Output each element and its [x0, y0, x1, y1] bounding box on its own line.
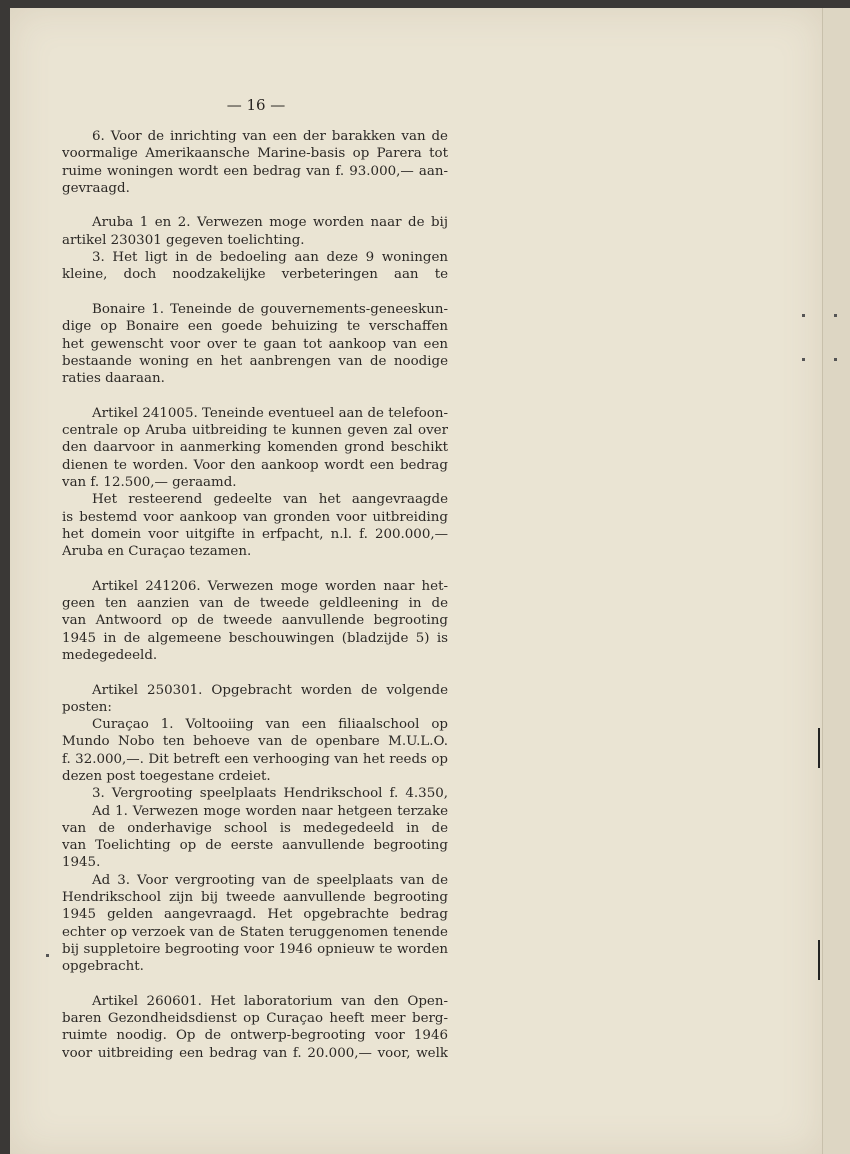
- text-line: geen ten aanzien van de tweede geldleening in de: [62, 596, 448, 612]
- text-line: medegedeeld.: [62, 647, 158, 663]
- next-page-edge: [822, 8, 850, 1154]
- text-line: Artikel 241206. Verwezen moge worden naar het-: [92, 578, 448, 594]
- text-line: Hendrikschool zijn bij tweede aanvullende begrooting: [62, 890, 448, 906]
- text-line: bestaande woning en het aanbrengen van de noodige: [62, 353, 448, 369]
- text-line: Artikel 260601. Het laboratorium van den Open-: [92, 993, 448, 1009]
- margin-mark: [818, 728, 820, 768]
- scan-speck: [802, 358, 805, 361]
- paragraph-artikel-250301: [62, 682, 448, 976]
- text-line: 3. Het ligt in de bedoeling aan deze 9 woningen: [92, 250, 448, 266]
- scan-speck: [834, 358, 837, 361]
- text-line: raties daaraan.: [62, 371, 165, 387]
- paragraph-aruba: [62, 214, 448, 283]
- text-line: dienen te worden. Voor den aankoop wordt een bedrag: [62, 457, 448, 473]
- text-line: bij suppletoire begrooting voor 1946 opnieuw te worden: [62, 941, 448, 957]
- text-line: f. 32.000,—. Dit betreft een verhooging van het reeds op: [62, 751, 448, 767]
- text-line: is bestemd voor aankoop van gronden voor uitbreiding: [62, 509, 448, 525]
- text-line: kleine, doch noodzakelijke verbeteringen aan te: [62, 267, 448, 283]
- text-line: posten:: [62, 699, 112, 715]
- text-line: 6. Voor de inrichting van een der barakken van de: [92, 129, 448, 144]
- text-line: voormalige Amerikaansche Marine-basis op Parera tot: [62, 146, 448, 162]
- text-line: Curaçao 1. Voltooiing van een filiaalschool op: [92, 717, 448, 733]
- scan-speck: [834, 314, 837, 317]
- text-line: 1945.: [62, 855, 101, 871]
- text-line: Bonaire 1. Teneinde de gouvernements-geneeskun-: [92, 301, 448, 317]
- text-line: 1945 gelden aangevraagd. Het opgebrachte bedrag: [62, 907, 448, 923]
- text-line: het gewenscht voor over te gaan tot aankoop van een: [62, 336, 448, 352]
- scan-speck: [802, 314, 805, 317]
- text-line: opgebracht.: [62, 959, 144, 975]
- paragraph-artikel-241206: [62, 578, 448, 664]
- text-line: van de onderhavige school is medegedeeld in de: [62, 820, 448, 836]
- body-text: [62, 128, 448, 1079]
- scan-speck: [46, 954, 49, 957]
- text-line: Aruba en Curaçao tezamen.: [62, 544, 252, 560]
- paragraph-bonaire: [62, 301, 448, 387]
- text-line: Artikel 241005. Teneinde eventueel aan de telefoon-: [92, 405, 448, 421]
- text-line: van Toelichting op de eerste aanvullende begrooting: [62, 838, 448, 854]
- text-line: ruime woningen wordt een bedrag van f. 93.000,— aan-: [62, 163, 448, 179]
- text-line: echter op verzoek van de Staten teruggenomen tenende: [62, 924, 448, 940]
- text-line: het domein voor uitgifte in erfpacht, n.l. f. 200.000,—: [62, 526, 448, 542]
- text-line: artikel 230301 gegeven toelichting.: [62, 232, 305, 248]
- text-line: Artikel 250301. Opgebracht worden de volgende: [92, 682, 448, 698]
- text-line: van f. 12.500,— geraamd.: [62, 474, 237, 490]
- paragraph-parera: [62, 128, 448, 197]
- text-line: baren Gezondheidsdienst op Curaçao heeft meer berg-: [62, 1011, 448, 1027]
- text-line: dige op Bonaire een goede behuizing te verschaffen: [62, 319, 448, 335]
- text-line: Het resteerend gedeelte van het aangevraagde: [92, 492, 448, 508]
- text-line: 1945 in de algemeene beschouwingen (bladzijde 5) is: [62, 630, 448, 646]
- text-line: den daarvoor in aanmerking komenden grond beschikt: [62, 440, 448, 456]
- text-line: voor uitbreiding een bedrag van f. 20.000,— voor, welk: [62, 1045, 448, 1061]
- text-line: centrale op Aruba uitbreiding te kunnen geven zal over: [62, 423, 448, 439]
- text-line: Ad 3. Voor vergrooting van de speelplaats van de: [92, 872, 448, 888]
- text-line: Ad 1. Verwezen moge worden naar hetgeen terzake: [92, 803, 448, 819]
- text-line: dezen post toegestane crdeiet.: [62, 768, 271, 784]
- text-line: ruimte noodig. Op de ontwerp-begrooting voor 1946: [62, 1028, 448, 1044]
- page-number: — 16 —: [226, 96, 286, 114]
- text-line: Aruba 1 en 2. Verwezen moge worden naar de bij: [92, 215, 448, 231]
- paragraph-artikel-260601: [62, 993, 448, 1062]
- text-line: van Antwoord op de tweede aanvullende begrooting: [62, 613, 448, 629]
- text-line: 3. Vergrooting speelplaats Hendrikschool f. 4.350,: [92, 786, 448, 802]
- margin-mark: [818, 940, 820, 980]
- paragraph-artikel-241005: [62, 405, 448, 561]
- text-line: gevraagd.: [62, 180, 130, 196]
- text-line: Mundo Nobo ten behoeve van de openbare M.U.L.O.: [62, 734, 448, 750]
